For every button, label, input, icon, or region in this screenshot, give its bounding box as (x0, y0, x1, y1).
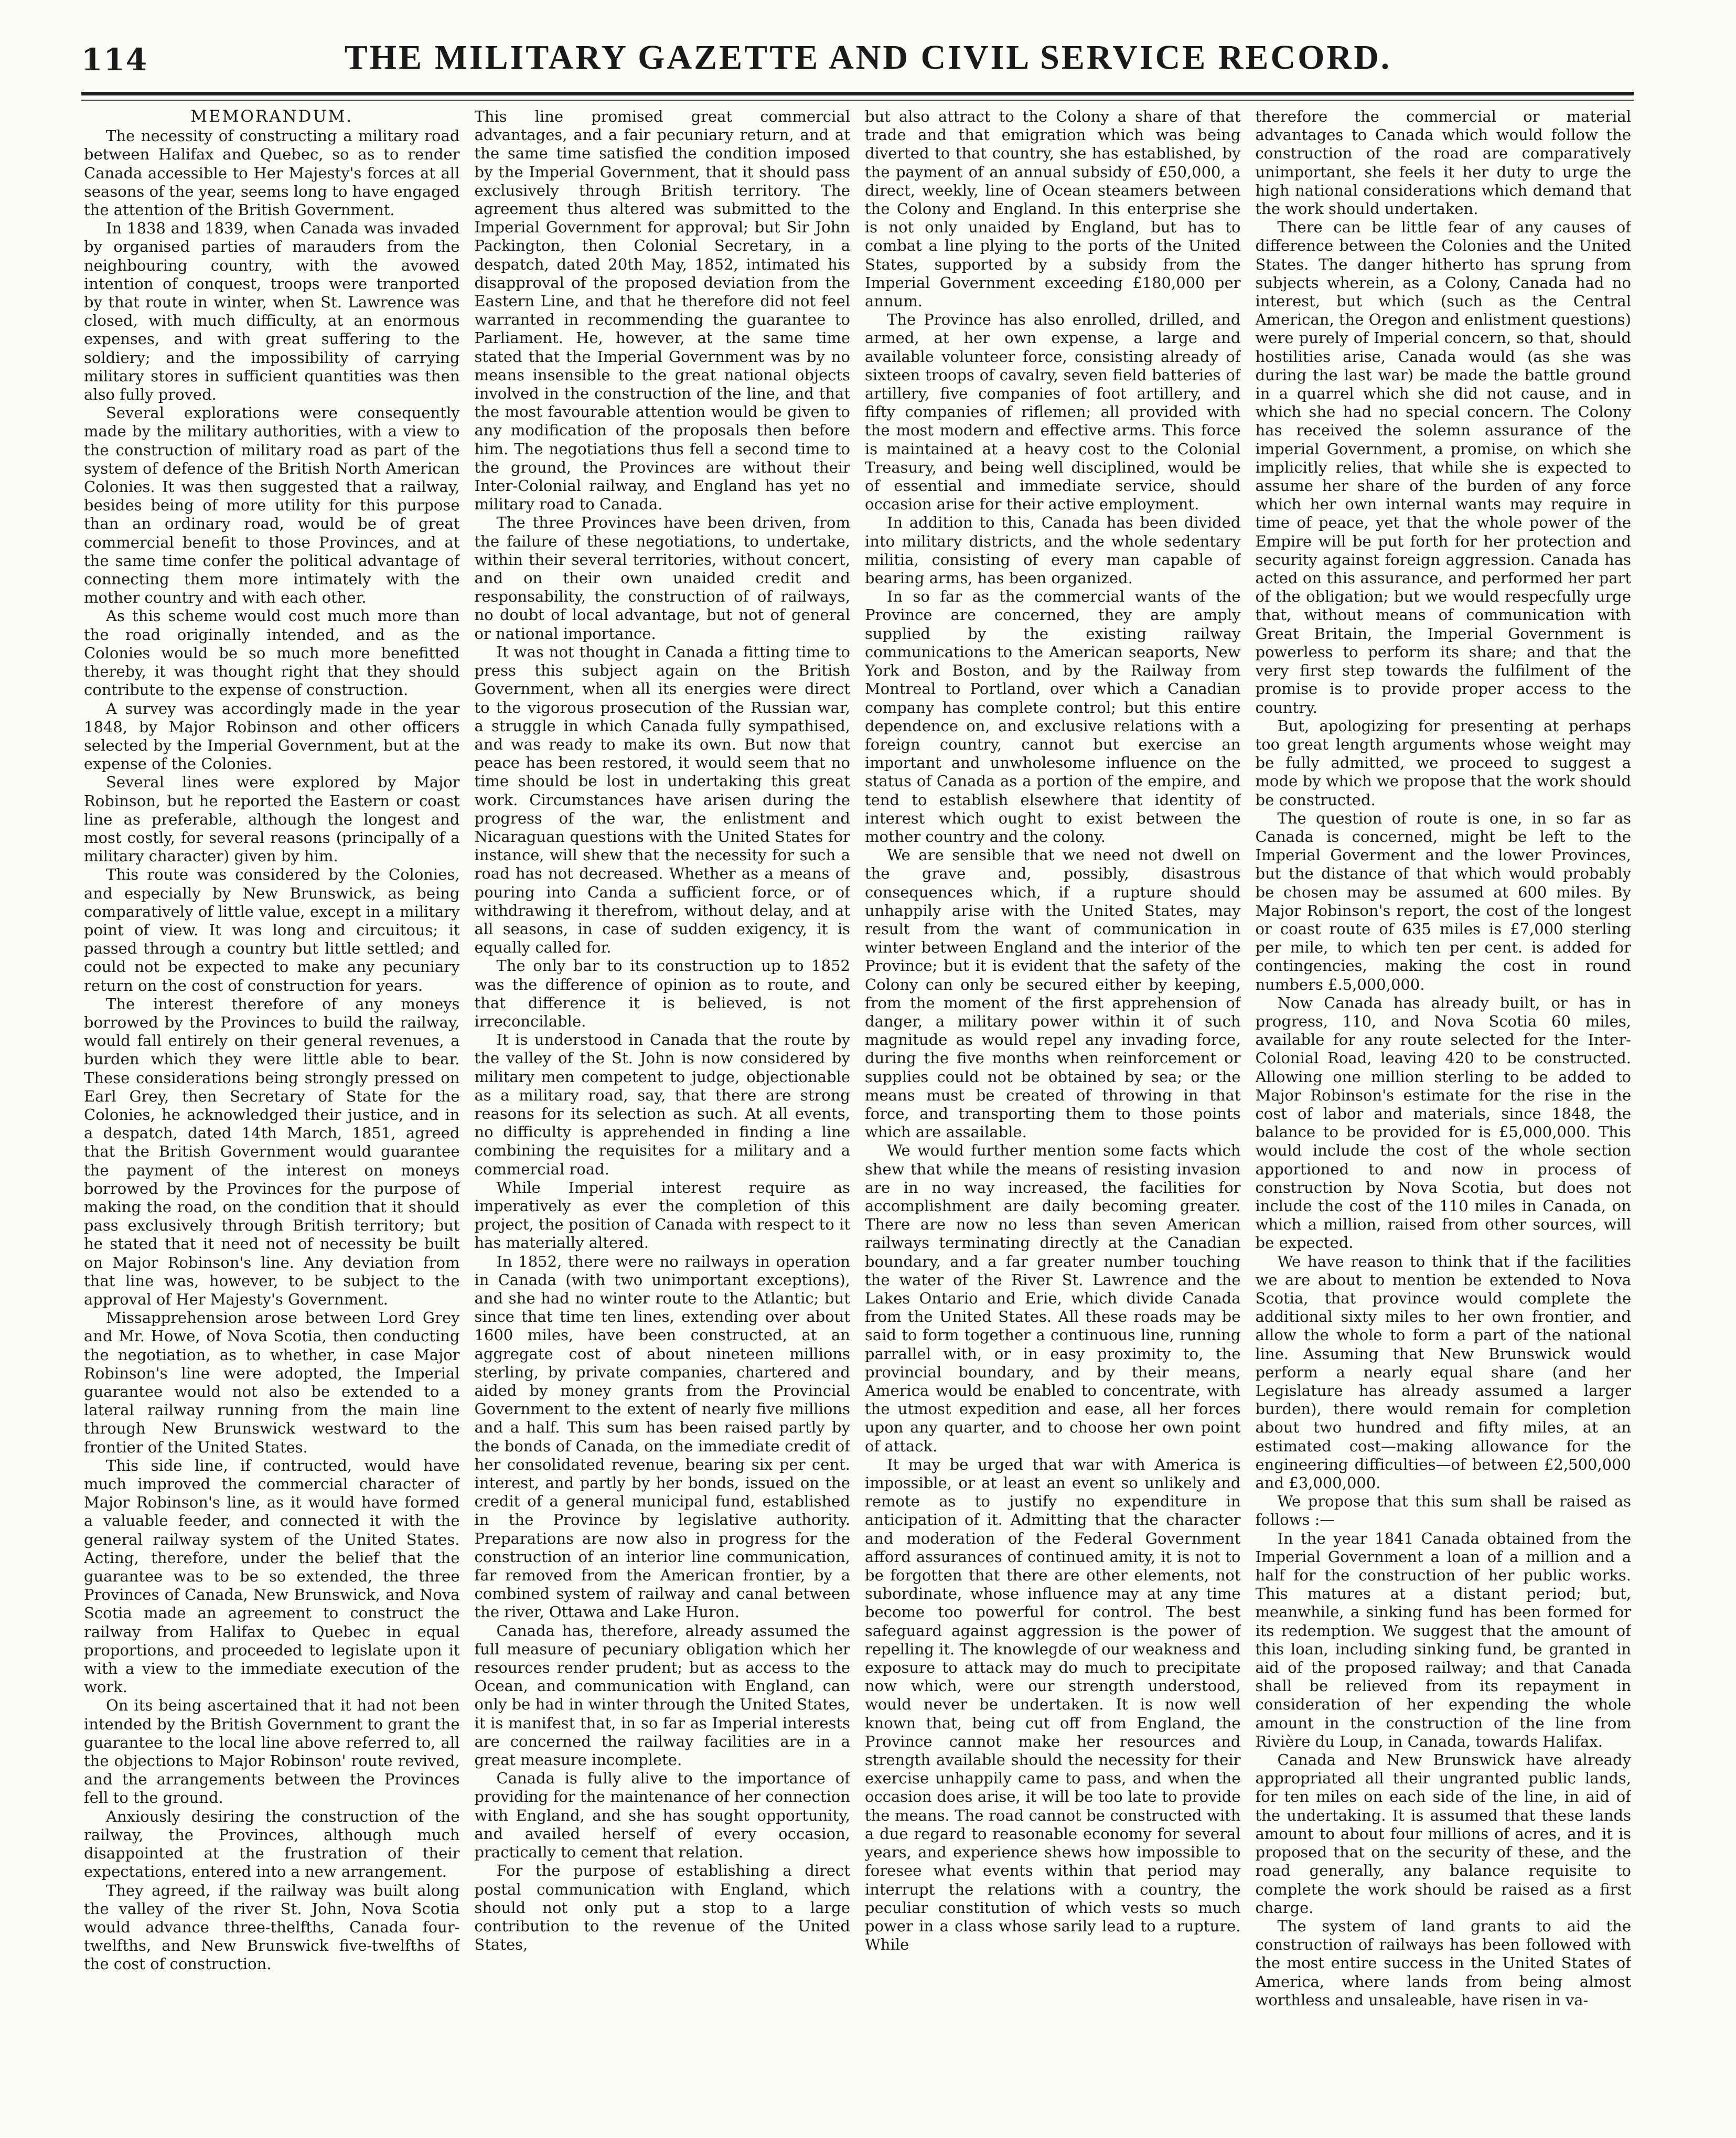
masthead (81, 33, 1634, 94)
paragraph: We have reason to think that if the facilities we are about to mention be extended to Nova Scotia, that province would complete the additional sixty miles to her own frontier, and allow the whole to form a part of the national line. Assuming that New Brunswick would perform a nearly equal share (and her Legislature has already assumed a larger burden), there would remain for completion about two hundred and fifty miles, at an estimated cost—making allowance for the engineering difficulties—of between £2,500,000 and £3,000,000. (1255, 1252, 1631, 1492)
paragraph: In so far as the commercial wants of the Province are concerned, they are amply supplied by the existing railway communications to the American seaports, New York and Boston, and by the Railway from Montreal to Portland, over which a Canadian company has complete control; but this entire dependence on, and exclusive relations with a foreign country, cannot but exercise an important and unwholesome influence on the status of Canada as a portion of the empire, and tend to establish elsewhere that identity of interest which ought to exist between the mother country and the colony. (865, 587, 1241, 846)
paragraph: therefore the commercial or material advantages to Canada which would follow the construction of the road are comparatively unimportant, she feels it her duty to urge the high national considerations which demand that the work should undertaken. (1255, 108, 1631, 218)
paragraph: We propose that this sum shall be raised as follows :— (1255, 1492, 1631, 1529)
header-rule-thick (81, 92, 1634, 95)
paragraph: It may be urged that war with America is impossible, or at least an event so unlikely and remote as to justify no expenditure in anticipation of it. Admitting that the character and moderation of the Federal Government afford assurances of continued amity, it is not to be forgotten that there are other elements, not subordinate, whose influence may at any time become too powerful for control. The best safeguard against aggression is the power of repelling it. The knowlegde of our weakness and exposure to attack may do much to precipitate now which, were our strength understood, would never be undertaken. It is now well known that, being cut off from England, the Province cannot make her resources and strength available should the necessity for their exercise unhappily came to pass, and when the occasion does arise, it will be too late to provide the means. The road cannot be constructed with a due regard to reasonable economy for several years, and experience shews how impossible to foresee what events within that period may interrupt the relations with a country, the peculiar constitution of which vests so much power in a class whose sarily lead to a rupture. While (865, 1455, 1241, 1954)
paragraph: Canada and New Brunswick have already appropriated all their ungranted public lands, for ten miles on each side of the line, in aid of the undertaking. It is assumed that these lands amount to about four millions of acres, and it is proposed that on the security of these, and the road generally, any balance requisite to complete the work should be raised as a first charge. (1255, 1751, 1631, 1917)
paragraph: The three Provinces have been driven, from the failure of these negotiations, to undertake, within their several territories, without concert, and on their own unaided credit and responsability, the construction of of railways, no doubt of local advantage, but not of general or national importance. (474, 514, 850, 643)
paragraph: The Province has also enrolled, drilled, and armed, at her own expense, a large and available volunteer force, consisting already of sixteen troops of cavalry, seven field batteries of artillery, five companies of foot artillery, and fifty companies of riflemen; all provided with the most modern and effective arms. This force is maintained at a heavy cost to the Colonial Treasury, and being well disciplined, would be of essential and immediate service, should occasion arise for their active employment. (865, 311, 1241, 514)
paragraph: This side line, if contructed, would have much improved the commercial character of Major Robinson's line, as it would have formed a valuable feeder, and connected it with the general railway system of the United States. Acting, therefore, under the belief that the guarantee was to be so extended, the three Provinces of Canada, New Brunswick, and Nova Scotia made an agreement to construct the railway from Halifax to Quebec in equal proportions, and proceeded to legislate upon it with a view to the immediate execution of the work. (84, 1456, 460, 1696)
newspaper-title: THE MILITARY GAZETTE AND CIVIL SERVICE RECORD. (344, 38, 1392, 77)
paragraph: In 1838 and 1839, when Canada was invaded by organised parties of marauders from the neighbouring country, with the avowed intention of conquest, troops were tranported by that route in winter, when St. Lawrence was closed, with much difficulty, at an enormous expenses, and with great suffering to the soldiery; and the impossibility of carrying military stores in sufficient quantities was then also fully proved. (84, 219, 460, 404)
paragraph: While Imperial interest require as imperatively as ever the completion of this project, the position of Canada with respect to it has materially altered. (474, 1178, 850, 1252)
paragraph: We are sensible that we need not dwell on the grave and, possibly, disastrous consequences which, if a rupture should unhappily arise with the United States, may result from the want of communication in winter between England and the interior of the Province; but it is evident that the safety of the Colony can only be secured either by keeping, from the moment of the first apprehension of danger, a military power within it of such magnitude as would repel any invading force, during the five months when reinforcement or supplies could not be obtained by sea; or the means must be created of throwing in that force, and transporting them to those points which are assailable. (865, 846, 1241, 1141)
paragraph: Anxiously desiring the construction of the railway, the Provinces, although much disappointed at the frustration of their expectations, entered into a new arrangement. (84, 1807, 460, 1881)
paragraph: We would further mention some facts which shew that while the means of resisting invasion are in no way increased, the facilities for accomplishment are daily becoming greater. There are now no less than seven American railways terminating directly at the Canadian boundary, and a far greater number touching the water of the River St. Lawrence and the Lakes Ontario and Erie, which divide Canada from the United States. All these roads may be said to form together a continuous line, running parrallel with, or in easy proximity to, the provincial boundary, and by their means, America would be enabled to concentrate, with the utmost expedition and ease, all her forces upon any quarter, and to choose her own point of attack. (865, 1141, 1241, 1455)
paragraph: There can be little fear of any causes of difference between the Colonies and the United States. The danger hitherto has sprung from subjects wherein, as a Colony, Canada had no interest, but which (such as the Central American, the Oregon and enlistment questions) were purely of Imperial concern, so that, should hostilities arise, Canada would (as she was during the last war) be made the battle ground in a quarrel which she did not cause, and in which she had no special concern. The Colony has received the solemn assurance of the imperial Government, a promise, on which she implicitly relies, that while she is expected to assume her share of the burden of any force which her own internal wants may require in time of peace, yet that the whole power of the Empire will be put forth for her protection and security against foreign aggression. Canada has acted on this assurance, and performed her part of the obligation; but we would respecfully urge that, without means of communication with Great Britain, the Imperial Government is powerless to perform its share; and that the very first step towards the fulfilment of the promise is to provide proper access to the country. (1255, 218, 1631, 717)
column-1 (84, 108, 460, 2017)
paragraph: In 1852, there were no railways in operation in Canada (with two unimportant exceptions), and she had no winter route to the Atlantic; but since that time ten lines, extending over about 1600 miles, have been constructed, at an aggregate cost of about nineteen millions sterling, by private companies, chartered and aided by money grants from the Provincial Government to the extent of nearly five millions and a half. This sum has been raised partly by the bonds of Canada, on the immediate credit of her consolidated revenue, bearing six per cent. interest, and partly by her bonds, issued on the credit of a general municipal fund, established in the Province by legislative authority. Preparations are now also in progress for the construction of an interior line communication, far removed from the American frontier, by a combined system of railway and canal between the river, Ottawa and Lake Huron. (474, 1252, 850, 1621)
paragraph: The only bar to its construction up to 1852 was the difference of opinion as to route, and that difference it is believed, is not irreconcilable. (474, 957, 850, 1030)
paragraph: Several lines were explored by Major Robinson, but he reported the Eastern or coast line as preferable, although the longest and most costly, for several reasons (principally of a military character) given by him. (84, 773, 460, 865)
column-2 (475, 108, 851, 2017)
paragraph: For the purpose of establishing a direct postal communication with England, which should not only put a stop to a large contribution to the revenue of the United States, (474, 1862, 850, 1954)
paragraph: But, apologizing for presenting at perhaps too great length arguments whose weight may be fully admitted, we proceed to suggest a mode by which we propose that the work should be constructed. (1255, 717, 1631, 809)
paragraph: A survey was accordingly made in the year 1848, by Major Robinson and other officers selected by the Imperial Government, but at the expense of the Colonies. (84, 699, 460, 773)
paragraph: It is understood in Canada that the route by the valley of the St. John is now considered by military men competent to judge, objectionable as a military road, say, that there are strong reasons for its selection as such. At all events, no difficulty is apprehended in finding a line combining the requisites for a military and a commercial road. (474, 1031, 850, 1178)
paragraph: It was not thought in Canada a fitting time to press this subject again on the British Government, when all its energies were direct to the vigorous prosecution of the Russian war, a struggle in which Canada fully sympathised, and was ready to make its own. But now that peace has been restored, it would seem that no time should be lost in undertaking this great work. Circumstances have arisen during the progress of the war, the enlistment and Nicaraguan questions with the United States for instance, will shew that the necessity for such a road has not decreased. Whether as a means of pouring into Canda a sufficient force, or of withdrawing it therefrom, without delay, and at all seasons, in case of sudden exigency, it is equally called for. (474, 643, 850, 957)
column-3 (865, 108, 1241, 2017)
paragraph: Canada is fully alive to the importance of providing for the maintenance of her connection with England, and she has sought opportunity, and availed herself of every occasion, practically to cement that relation. (474, 1769, 850, 1862)
paragraph: Canada has, therefore, already assumed the full measure of pecuniary obligation which her resources render prudent; but as access to the Ocean, and communication with England, can only be had in winter through the United States, it is manifest that, in so far as Imperial interests are concerned the railway facilities are in a great measure incomplete. (474, 1621, 850, 1769)
paragraph: This route was considered by the Colonies, and especially by New Brunswick, as being comparatively of little value, except in a military point of view. It was long and circuitous; it passed through a country but little settled; and could not be expected to make any pecuniary return on the cost of construction for years. (84, 865, 460, 995)
paragraph: The interest therefore of any moneys borrowed by the Provinces to build the railway, would fall entirely on their general revenues, a burden which they were little able to bear. These considerations being strongly pressed on Earl Grey, then Secretary of State for the Colonies, he acknowledged their justice, and in a despatch, dated 14th March, 1851, agreed that the British Government would guarantee the payment of the interest on moneys borrowed by the Provinces for the purpose of making the road, on the condition that it should pass exclusively through British territory; but he stated that it need not of necessity be built on Major Robinson's line. Any deviation from that line was, however, to be subject to the approval of Her Majesty's Government. (84, 995, 460, 1308)
paragraph: Several explorations were consequently made by the military authorities, with a view to the construction of military road as part of the system of defence of the British North American Colonies. It was then suggested that a railway, besides being of more utility for this purpose than an ordinary road, would be of great commercial benefit to those Provinces, and at the same time confer the political advantage of connecting them more intimately with the mother country and with each other. (84, 404, 460, 607)
paragraph: The system of land grants to aid the construction of railways has been followed with the most entire success in the United States of America, where lands from being almost worthless and unsaleable, have risen in va- (1255, 1917, 1631, 2009)
page-number: 114 (81, 42, 148, 78)
paragraph: Missapprehension arose between Lord Grey and Mr. Howe, of Nova Scotia, then conducting the negotiation, as to whether, in case Major Robinson's line were adopted, the Imperial guarantee would not also be extended to a lateral railway running from the main line through New Brunswick westward to the frontier of the United States. (84, 1309, 460, 1456)
memorandum-heading: MEMORANDUM. (190, 108, 353, 126)
paragraph: Now Canada has already built, or has in progress, 110, and Nova Scotia 60 miles, available for any route selected for the Inter-Colonial Road, leaving 420 to be constructed. Allowing one million sterling to be added to Major Robinson's estimate for the rise in the cost of labor and materials, since 1848, the balance to be provided for is £5,000,000. This would include the cost of the whole section apportioned to and now in process of construction by Nova Scotia, but does not include the cost of the 110 miles in Canada, on which a million, raised from other sources, will be expected. (1255, 993, 1631, 1252)
paragraph: As this scheme would cost much more than the road originally intended, and as the Colonies would be so much more benefitted thereby, it was thought right that they should contribute to the expense of construction. (84, 607, 460, 699)
paragraph: They agreed, if the railway was built along the valley of the river St. John, Nova Scotia would advance three-thelfths, Canada four-twelfths, and New Brunswick five-twelfths of the cost of construction. (84, 1881, 460, 1973)
column-4 (1256, 108, 1632, 2017)
paragraph: In the year 1841 Canada obtained from the Imperial Government a loan of a million and a half for the construction of her public works. This matures at a distant period; but, meanwhile, a sinking fund has been formed for its redemption. We suggest that the amount of this loan, including sinking fund, be granted in aid of the proposed railway; and that Canada shall be relieved from its repayment in consideration of her expending the whole amount in the construction of the line from Rivière du Loup, in Canada, towards Halifax. (1255, 1529, 1631, 1750)
paragraph: In addition to this, Canada has been divided into military districts, and the whole sedentary militia, consisting of every man capable of bearing arms, has been organized. (865, 514, 1241, 587)
article-columns (84, 108, 1631, 2017)
paragraph: This line promised great commercial advantages, and a fair pecuniary return, and at the same time satisfied the condition imposed by the Imperial Government, that it should pass exclusively through British territory. The agreement thus altered was submitted to the Imperial Government for approval; but Sir John Packington, then Colonial Secretary, in a despatch, dated 20th May, 1852, intimated his disapproval of the proposed deviation from the Eastern Line, and that he therefore did not feel warranted in recommending the guarantee to Parliament. He, however, at the same time stated that the Imperial Government was by no means insensible to the great national objects involved in the construction of the line, and that the most favourable attention would be given to any modification of the proposals then before him. The negotiations thus fell a second time to the ground, the Provinces are without their Inter-Colonial railway, and England has yet no military road to Canada. (474, 108, 850, 514)
paragraph: The question of route is one, in so far as Canada is concerned, might be left to the Imperial Goverment and the lower Provinces, but the distance of that which would probably be chosen may be assumed at 600 miles. By Major Robinson's report, the cost of the longest or coast route of 635 miles is £7,000 sterling per mile, to which ten per cent. is added for contingencies, making the cost in round numbers £.5,000,000. (1255, 809, 1631, 993)
paragraph: The necessity of constructing a military road between Halifax and Quebec, so as to render Canada accessible to Her Majesty's forces at all seasons of the year, seems long to have engaged the attention of the British Government. (84, 127, 460, 219)
paragraph: On its being ascertained that it had not been intended by the British Government to grant the guarantee to the local line above referred to, all the objections to Major Robinson' route revived, and the arrangements between the Provinces fell to the ground. (84, 1696, 460, 1807)
header-rule-thin (81, 100, 1634, 101)
paragraph: but also attract to the Colony a share of that trade and that emigration which was being diverted to that country, she has established, by the payment of an annual subsidy of £50,000, a direct, weekly, line of Ocean steamers between the Colony and England. In this enterprise she is not only unaided by England, but has to combat a line plying to the ports of the United States, supported by a subsidy from the Imperial Government exceeding £180,000 per annum. (865, 108, 1241, 311)
